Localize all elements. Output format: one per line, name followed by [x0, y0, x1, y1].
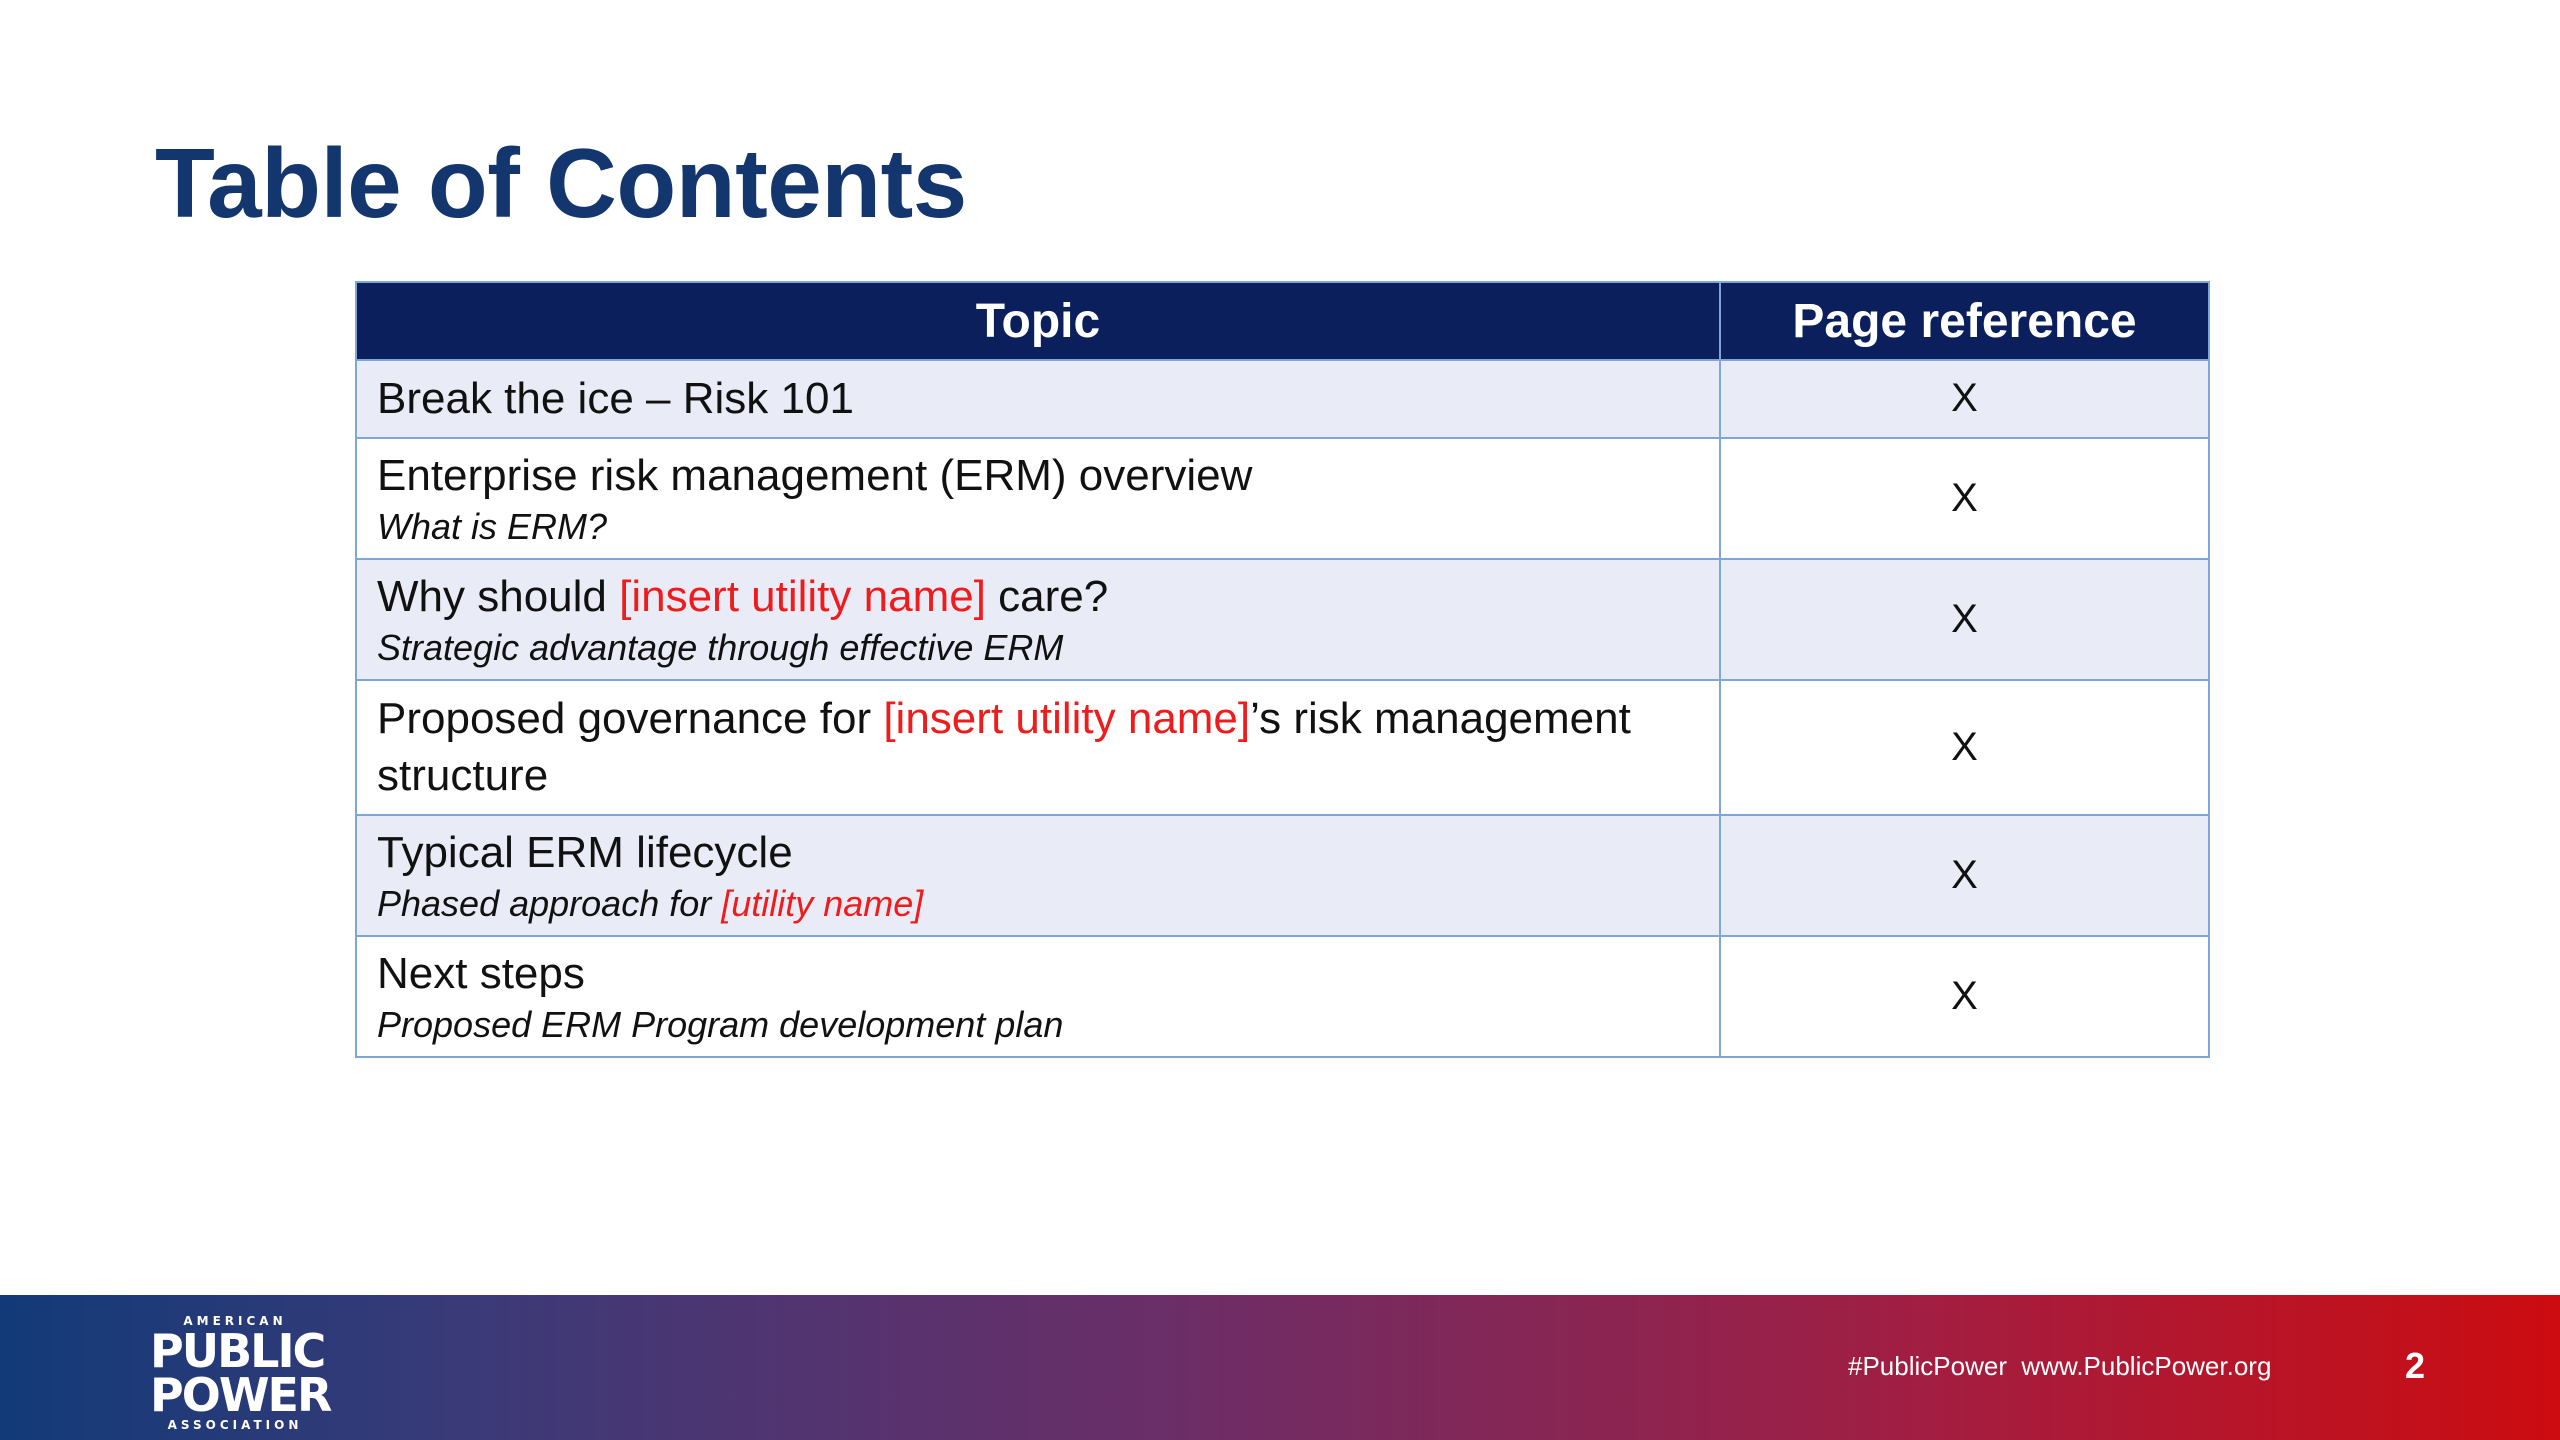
topic-text [377, 572, 1108, 621]
toc-table [355, 281, 2210, 1058]
page-reference-cell: X [1720, 680, 2209, 815]
table-row [356, 559, 2209, 680]
utility-name-placeholder: [insert utility name] [619, 571, 986, 621]
topic-text-start: Proposed governance for [377, 694, 884, 744]
topic-text: Next steps [377, 948, 585, 998]
page-reference-cell: X [1720, 438, 2209, 559]
table-row [356, 815, 2209, 936]
topic-cell [356, 815, 1720, 936]
table-header-row [356, 282, 2209, 360]
logo-line-association: ASSOCIATION [167, 1418, 303, 1432]
table-row [356, 936, 2209, 1057]
table-row [356, 680, 2209, 815]
topic-cell [356, 936, 1720, 1057]
logo-line-public: PUBLIC [150, 1324, 325, 1378]
topic-subtitle: Strategic advantage through effective ERM [377, 627, 1064, 669]
topic-text: Typical ERM lifecycle [377, 827, 793, 877]
page-reference-cell: X [1720, 936, 2209, 1057]
public-power-logo [150, 1313, 331, 1433]
footer-band [0, 1295, 2560, 1440]
topic-cell [356, 360, 1720, 438]
topic-text-start: Why should [377, 571, 620, 621]
topic-text: Enterprise risk management (ERM) overview [377, 450, 1253, 500]
page-reference-cell: X [1720, 559, 2209, 680]
table-row [356, 360, 2209, 438]
topic-subtitle [377, 881, 1699, 926]
page-reference-cell: X [1720, 360, 2209, 438]
page-reference-column-header: Page reference [1720, 282, 2209, 360]
logo-line-power: POWER [150, 1368, 331, 1422]
logo-line-american: AMERICAN [183, 1314, 287, 1328]
topic-subtitle: Proposed ERM Program development plan [377, 1004, 1064, 1046]
utility-name-placeholder: [insert utility name] [883, 694, 1251, 744]
topic-cell [356, 680, 1720, 815]
page-reference-cell: X [1720, 815, 2209, 936]
topic-text-end: care? [985, 571, 1109, 621]
topic-subtitle: What is ERM? [377, 506, 608, 548]
topic-cell [356, 438, 1720, 559]
topic-column-header: Topic [356, 282, 1720, 360]
topic-text: Break the ice – Risk 101 [377, 373, 854, 423]
footer-links: #PublicPower www.PublicPower.org [1848, 1351, 2272, 1381]
page-number: 2 [2405, 1345, 2426, 1386]
topic-text [377, 694, 1631, 799]
slide-title: Table of Contents [155, 128, 967, 238]
subtitle-text-start: Phased approach for [377, 883, 722, 925]
topic-cell [356, 559, 1720, 680]
utility-name-placeholder: [utility name] [721, 883, 924, 925]
table-row [356, 438, 2209, 559]
topic-text-end: ’s risk management structure [377, 694, 1631, 800]
